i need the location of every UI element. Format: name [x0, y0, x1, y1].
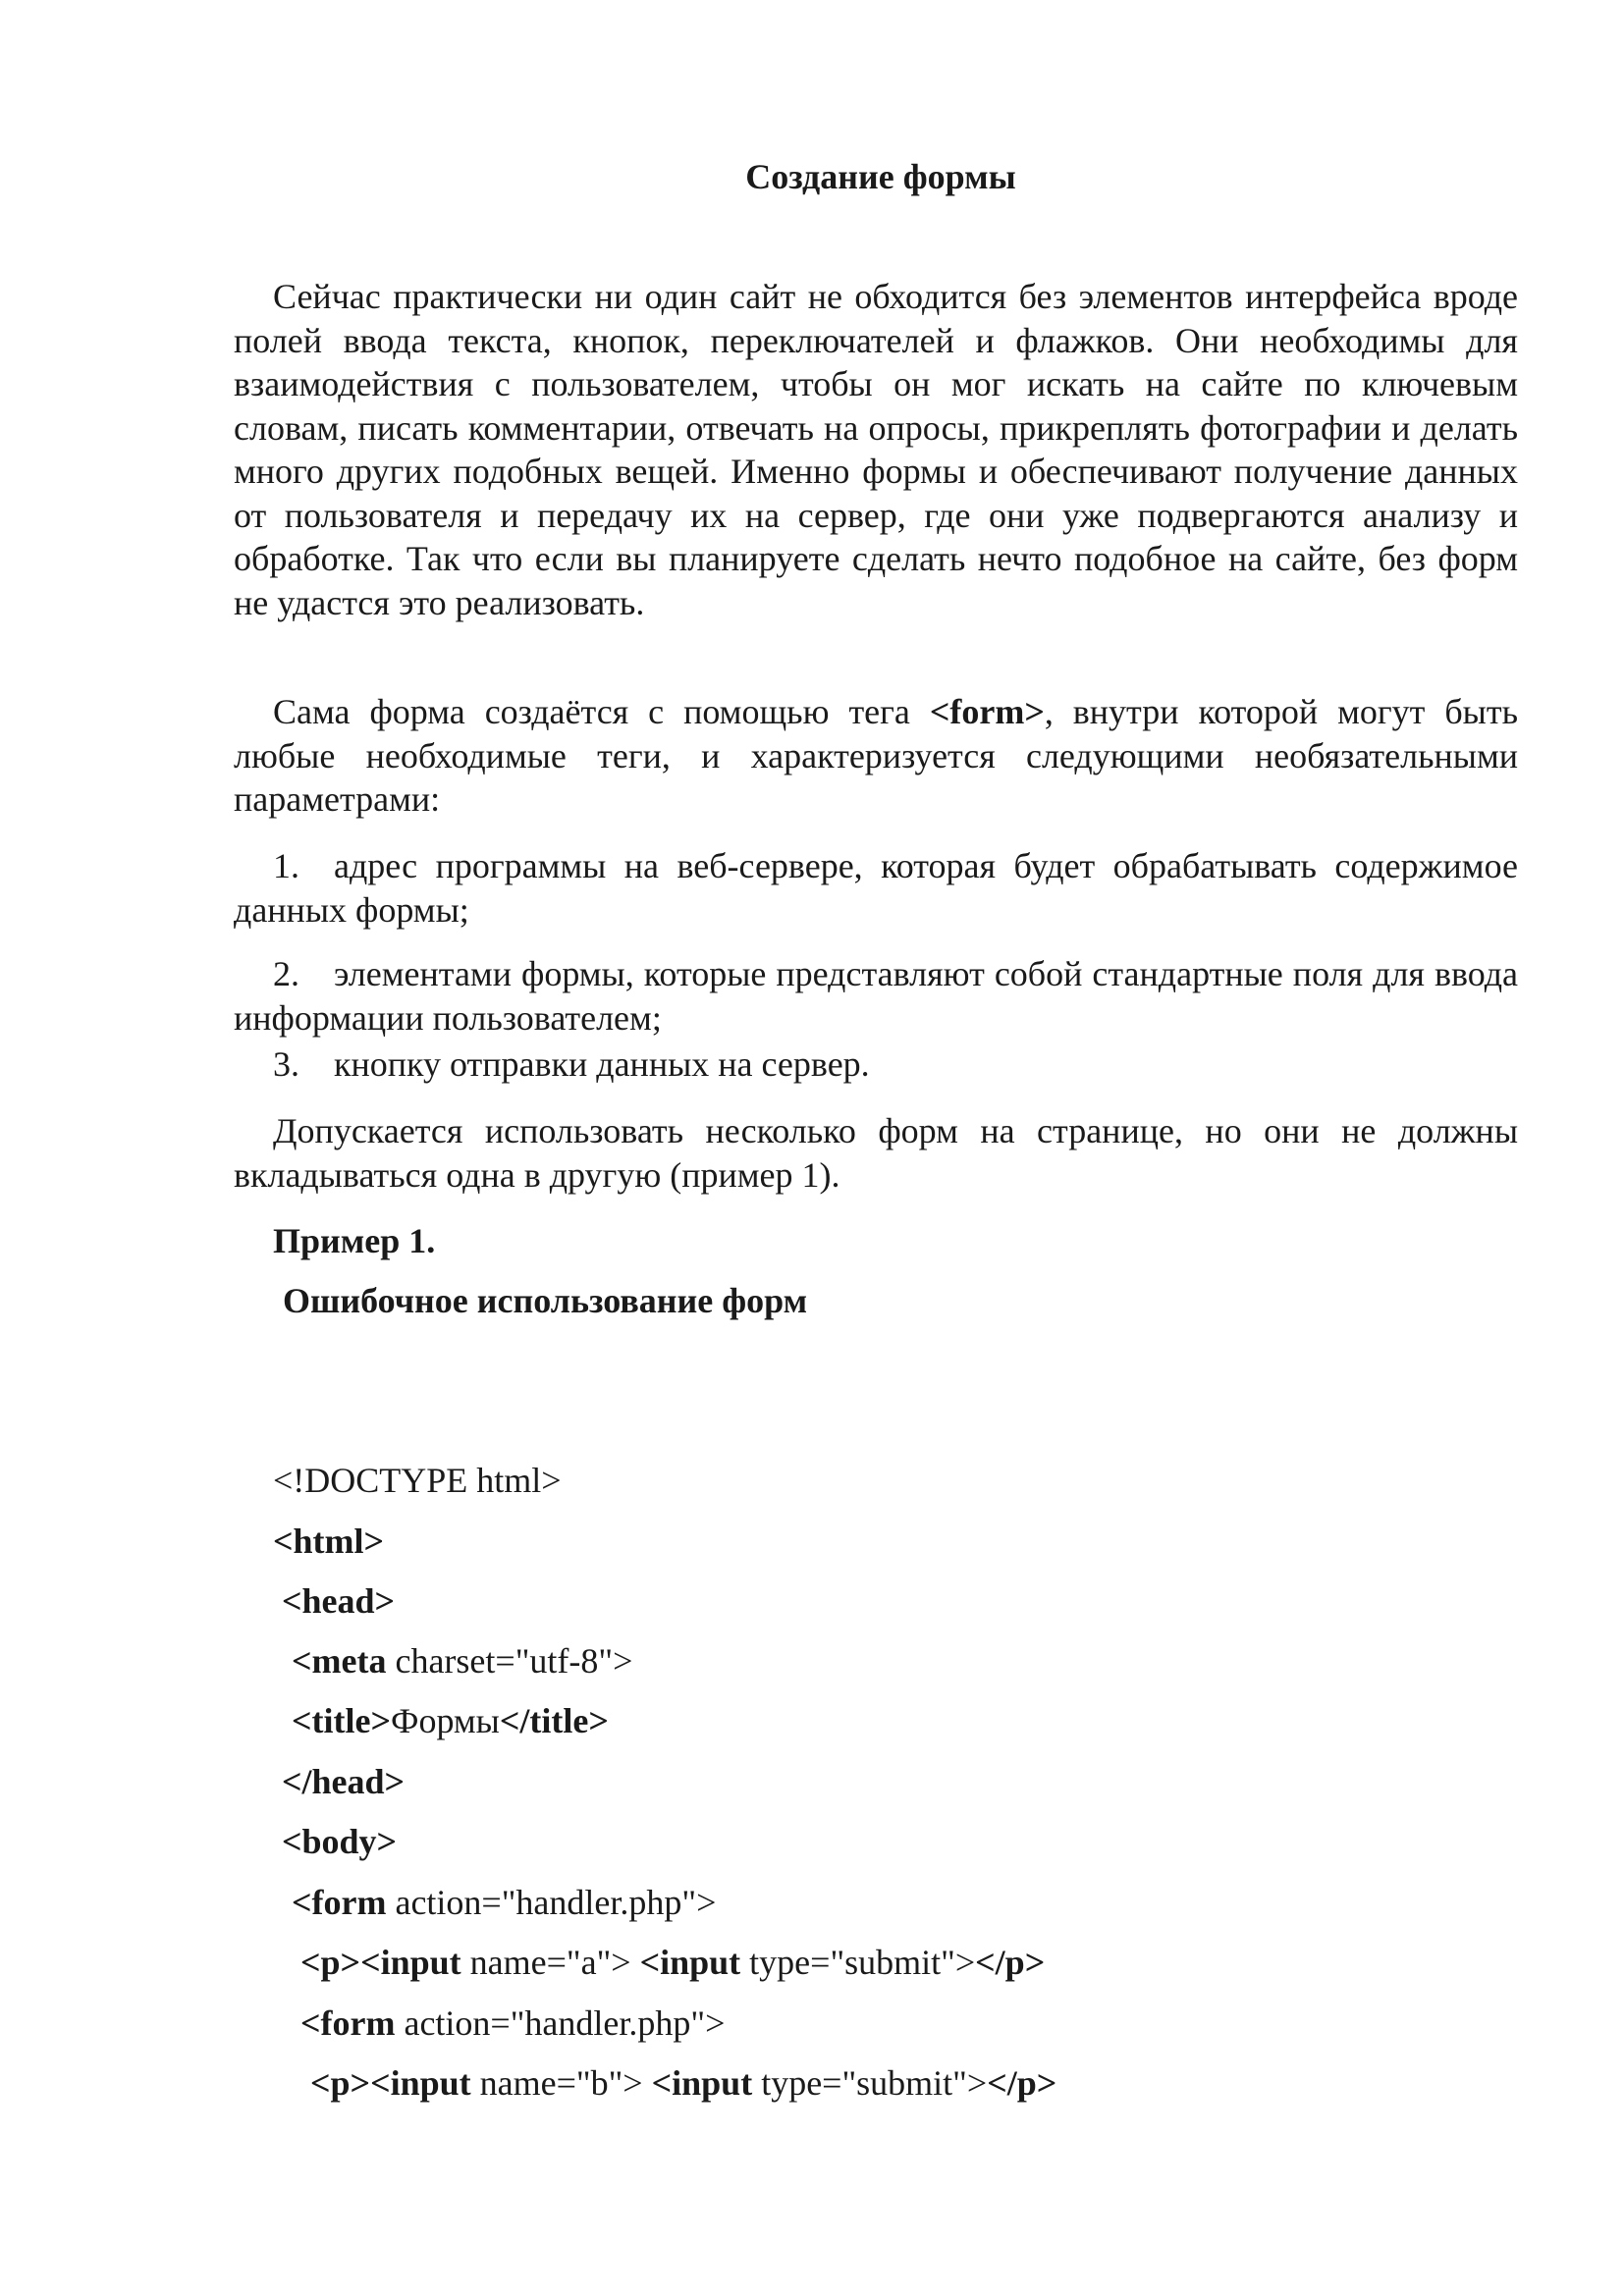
code-line: <body>: [282, 1822, 398, 1861]
code-line: <title>Формы</title>: [292, 1701, 609, 1740]
code-line: <head>: [282, 1581, 396, 1621]
list-item: 1. адрес программы на веб-сервере, которая будет обрабатывать содержимое данных формы;: [234, 846, 1518, 930]
code-line: <!DOCTYPE html>: [273, 1461, 562, 1500]
code-line: <html>: [273, 1522, 385, 1561]
code-line: <meta charset="utf-8">: [292, 1641, 633, 1681]
code-line: <form action="handler.php">: [300, 2003, 726, 2043]
paragraph-form-tag: Сама форма создаётся с помощью тега <form>, внутри которой могут быть любые необходимые теги, и характеризуется следующими необязательными параметрами:: [234, 692, 1518, 819]
form-tag-inline: <form>: [929, 692, 1045, 731]
code-line: </head>: [282, 1762, 406, 1801]
code-line: <form action="handler.php">: [292, 1883, 717, 1922]
code-line: <p><input name="a"> <input type="submit"></p>: [300, 1943, 1046, 1982]
paragraph-multiple-forms: Допускается использовать несколько форм на странице, но они не должны вкладываться одна в другую (пример 1).: [234, 1111, 1518, 1195]
list-item: 3. кнопку отправки данных на сервер.: [273, 1044, 870, 1084]
code-line: <p><input name="b"> <input type="submit"></p>: [310, 2063, 1057, 2103]
example-label: Пример 1.: [273, 1221, 436, 1260]
example-caption: Ошибочное использование форм: [283, 1281, 808, 1320]
list-item: 2. элементами формы, которые представляют собой стандартные поля для ввода информации пользователем;: [234, 954, 1518, 1038]
page-title: Создание формы: [745, 157, 1016, 196]
paragraph-intro: Сейчас практически ни один сайт не обходится без элементов интерфейса вроде полей ввода текста, кнопок, переключателей и флажков. Они необходимы для взаимодействия с пользователем, чтобы он мог искать на сайте по ключевым словам, писать комментарии, отвечать на опросы, прикреплять фотографии и делать много других подобных вещей. Именно формы и обеспечивают получение данных от пользователя и передачу их на сервер, где они уже подвергаются анализу и обработке. Так что если вы планируете сделать нечто подобное на сайте, без форм не удастся это реализовать.: [234, 277, 1518, 622]
